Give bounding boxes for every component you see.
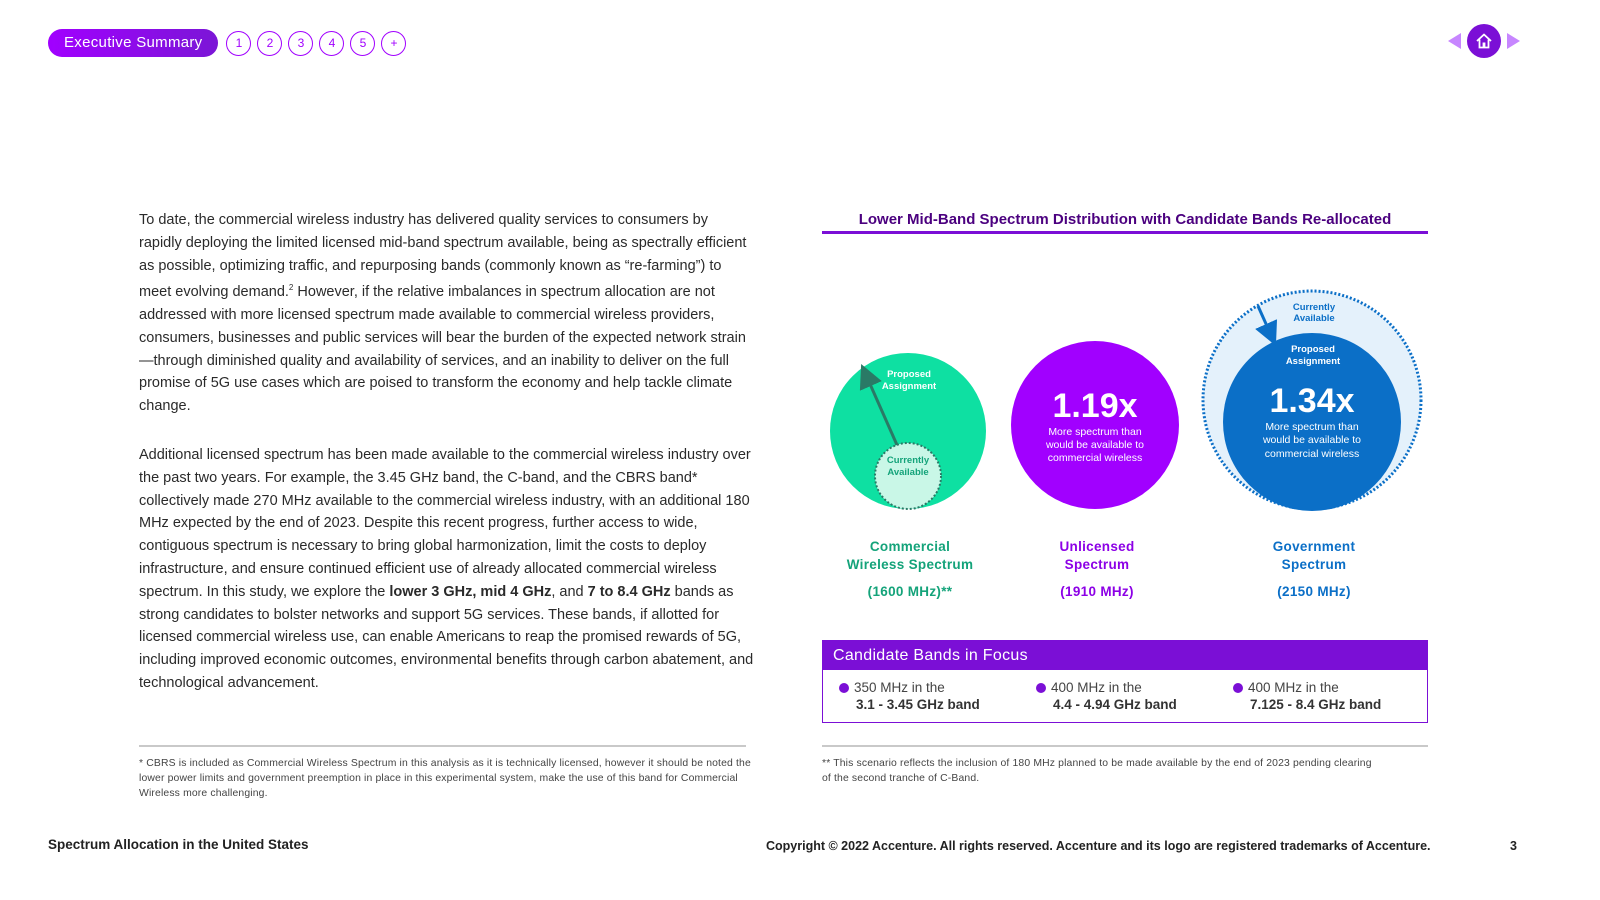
- government-outer-label-1: Currently: [1292, 302, 1336, 313]
- nav-page-3[interactable]: 3: [288, 31, 313, 56]
- candidate-bands-title: Candidate Bands in Focus: [823, 641, 1427, 670]
- government-multiplier: 1.34x: [1269, 382, 1355, 420]
- commercial-category-label: [820, 538, 1000, 574]
- government-size-label: (2150 MHz): [1277, 584, 1351, 599]
- government-desc-1: More spectrum than: [1265, 421, 1359, 433]
- commercial-inner-label-2: Available: [887, 467, 929, 478]
- p1-text-b: However, if the relative imbalances in spectrum allocation are not addressed with more licensed spectrum made available to commercial wireless providers, consumers, businesses and public services will bear the burden of the expected network strain—through diminished quality and availability of services, and an inability to deliver on the full promise of 5G use cases which are poised to transform the economy and help tackle climate change.: [139, 284, 746, 415]
- nav-page-4[interactable]: 4: [319, 31, 344, 56]
- government-inner-label-2: Assignment: [1285, 356, 1341, 367]
- government-name-line-1: Government: [1272, 539, 1356, 554]
- candidate-bands-box: [822, 640, 1428, 723]
- bullet-dot-icon: [1036, 683, 1046, 693]
- government-inner-label-1: Proposed: [1291, 344, 1335, 355]
- candidate-band: 4.4 - 4.94 GHz band: [1053, 697, 1177, 712]
- nav-page-5[interactable]: 5: [350, 31, 375, 56]
- p1-text-a: To date, the commercial wireless industry has delivered quality services to consumers by rapidly deploying the limited licensed mid-band spectrum available, being as spectrally efficient as possible, optimizing traffic, and repurposing bands (commonly known as “re-farming”) to meet evolving demand.: [139, 212, 747, 301]
- chart-title: Lower Mid-Band Spectrum Distribution with Candidate Bands Re-allocated: [822, 211, 1428, 234]
- bullet-dot-icon: [839, 683, 849, 693]
- p2-text-b: , and: [551, 583, 588, 600]
- footer-copyright: Copyright © 2022 Accenture. All rights reserved. Accenture and its logo are registered trademarks of Accenture.: [766, 839, 1431, 853]
- government-desc-2: would be available to: [1262, 434, 1362, 446]
- government-outer-label-2: Available: [1293, 313, 1335, 324]
- candidate-item: [1051, 679, 1177, 713]
- candidate-band: 3.1 - 3.45 GHz band: [856, 697, 980, 712]
- bullet-dot-icon: [1233, 683, 1243, 693]
- candidate-bands-list: [823, 670, 1427, 722]
- nav-page-more[interactable]: +: [381, 31, 406, 56]
- commercial-name-line-1: Commercial: [869, 539, 951, 554]
- candidate-lead: 400 MHz in the: [1051, 680, 1142, 695]
- unlicensed-size-label: (1910 MHz): [1060, 584, 1134, 599]
- p2-text-c: bands as strong candidates to bolster networks and support 5G services. These bands, if allotted for licensed commercial wireless use, can enable Americans to reap the promised rewards of 5G, including improved economic outcomes, environmental benefits through carbon abatement, and technological advancement.: [139, 583, 754, 691]
- candidate-item: [1248, 679, 1381, 713]
- government-category-label: [1224, 538, 1404, 574]
- commercial-inner-label-1: Currently: [886, 455, 930, 466]
- footnote-ref-2: 2: [288, 283, 294, 293]
- nav-page-2[interactable]: 2: [257, 31, 282, 56]
- candidate-band: 7.125 - 8.4 GHz band: [1250, 697, 1382, 712]
- unlicensed-multiplier: 1.19x: [1052, 387, 1138, 425]
- government-name-line-2: Spectrum: [1281, 557, 1347, 572]
- unlicensed-desc-1: More spectrum than: [1048, 426, 1142, 438]
- candidate-item: [854, 679, 980, 713]
- unlicensed-desc-3: commercial wireless: [1047, 452, 1143, 464]
- government-desc-3: commercial wireless: [1264, 448, 1360, 460]
- footnote-left: * CBRS is included as Commercial Wireless Spectrum in this analysis as it is technically licensed, however it should be noted the lower power limits and government preemption in place in this experimental system, make the use of this band for Commercial Wireless more challenging.: [139, 758, 751, 799]
- nav-page-1[interactable]: 1: [226, 31, 251, 56]
- candidate-lead: 350 MHz in the: [854, 680, 945, 695]
- commercial-name-line-2: Wireless Spectrum: [846, 557, 974, 572]
- unlicensed-name-line-1: Unlicensed: [1059, 539, 1135, 554]
- p2-bold-b: 7 to 8.4 GHz: [587, 583, 671, 600]
- unlicensed-bubble: [1011, 341, 1179, 509]
- commercial-outer-label-1: Proposed: [887, 369, 931, 380]
- unlicensed-category-label: [1007, 538, 1187, 574]
- commercial-size-label: (1600 MHz)**: [867, 584, 953, 599]
- unlicensed-name-line-2: Spectrum: [1064, 557, 1130, 572]
- page-number: 3: [1510, 839, 1517, 853]
- commercial-outer-label-2: Assignment: [881, 381, 937, 392]
- candidate-lead: 400 MHz in the: [1248, 680, 1339, 695]
- p2-bold-a: lower 3 GHz, mid 4 GHz: [389, 583, 552, 600]
- footer-title: Spectrum Allocation in the United States: [48, 837, 309, 852]
- footnote-divider-right: [822, 745, 1428, 747]
- p2-text-a: Additional licensed spectrum has been made available to the commercial wireless industry over the past two years. For example, the 3.45 GHz band, the C-band, and the CBRS band* collectively made 270 MHz available to the commercial wireless industry, with an additional 180 MHz expected by the end of 2023. Despite this recent progress, further access to wide, contiguous spectrum is necessary to bring global harmonization, limit the costs to deploy infrastructure, and ensure continued efficient use of already allocated commercial wireless spectrum. In this study, we explore the: [139, 447, 751, 600]
- nav-executive-summary-tab[interactable]: Executive Summary: [48, 29, 218, 57]
- footnote-right: ** This scenario reflects the inclusion of 180 MHz planned to be made available by the end of 2023 pending clearing of the second tranche of C-Band.: [822, 758, 1372, 784]
- unlicensed-desc-2: would be available to: [1045, 439, 1145, 451]
